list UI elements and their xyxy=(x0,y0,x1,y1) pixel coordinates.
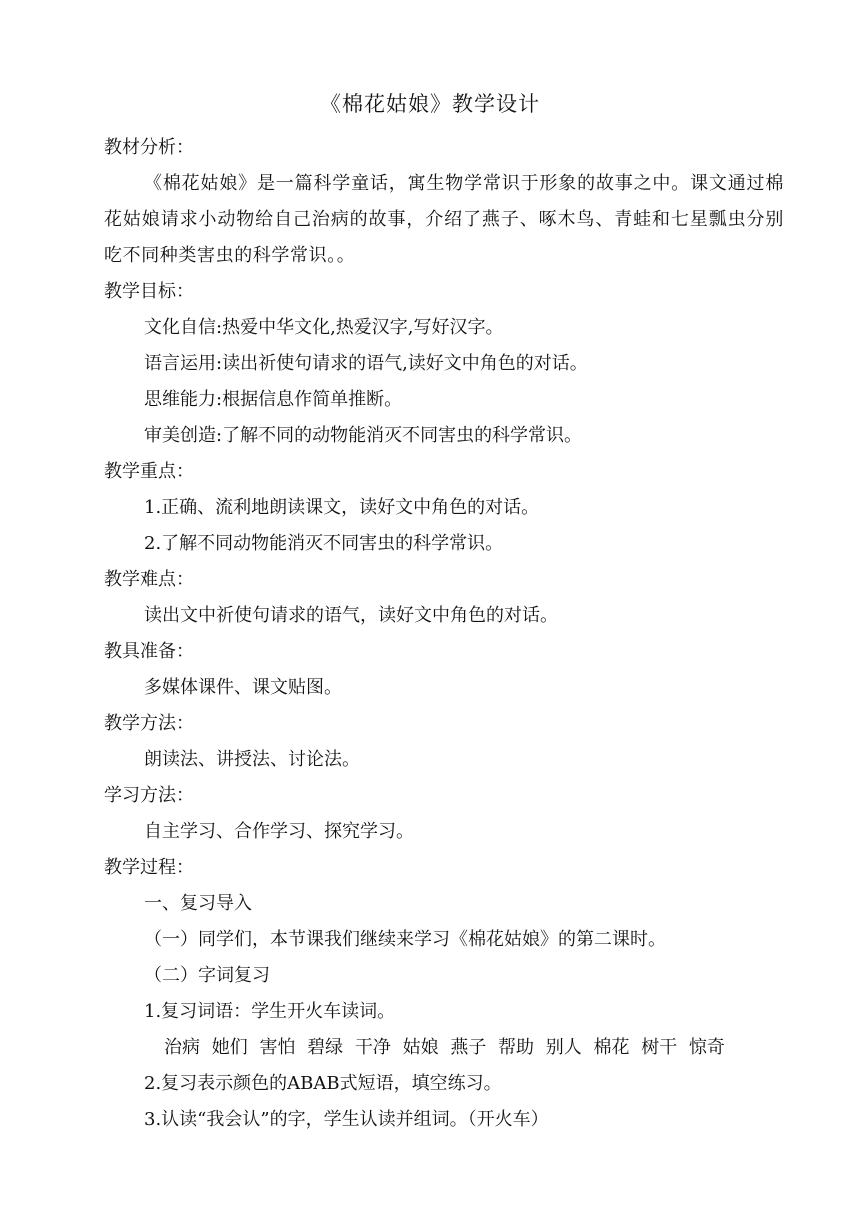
key-point-item: 1.正确、流利地朗读课文，读好文中角色的对话。 xyxy=(144,497,540,518)
goal-item: 文化自信:热爱中华文化,热爱汉字,写好汉字。 xyxy=(144,317,504,338)
section-heading-key-points: 教学重点： xyxy=(104,461,194,482)
process-item: 3.认读“我会认”的字，学生认读并组词。（开火车） xyxy=(144,1109,549,1130)
document-title: 《棉花姑娘》教学设计 xyxy=(320,92,540,116)
section-heading-difficulties: 教学难点： xyxy=(104,569,194,590)
learning-method-item: 自主学习、合作学习、探究学习。 xyxy=(144,821,414,842)
analysis-paragraph: 《棉花姑娘》是一篇科学童话，寓生物学常识于形象的故事之中。课文通过棉花姑娘请求小动物给自己治病的故事，介绍了燕子、啄木鸟、青蛙和七星瓢虫分别吃不同种类害虫的科学常识。。 xyxy=(104,173,784,266)
section-heading-analysis: 教材分析： xyxy=(104,137,194,158)
process-item: 一、复习导入 xyxy=(144,893,252,914)
process-item: （一）同学们，本节课我们继续来学习《棉花姑娘》的第二课时。 xyxy=(144,929,666,950)
material-item: 多媒体课件、课文贴图。 xyxy=(144,677,342,698)
teaching-method-item: 朗读法、讲授法、讨论法。 xyxy=(144,749,360,770)
section-heading-materials: 教具准备： xyxy=(104,641,194,662)
document-body xyxy=(104,130,784,1138)
section-heading-goals: 教学目标： xyxy=(104,281,194,302)
section-heading-teaching-methods: 教学方法： xyxy=(104,713,194,734)
difficulty-item: 读出文中祈使句请求的语气，读好文中角色的对话。 xyxy=(144,605,558,626)
goal-item: 审美创造:了解不同的动物能消灭不同害虫的科学常识。 xyxy=(144,425,583,446)
section-heading-process: 教学过程： xyxy=(104,857,194,878)
process-item: （二）字词复习 xyxy=(144,965,270,986)
process-item: 1.复习词语：学生开火车读词。 xyxy=(144,1001,396,1022)
section-heading-learning-methods: 学习方法： xyxy=(104,785,194,806)
goal-item: 语言运用:读出祈使句请求的语气,读好文中角色的对话。 xyxy=(144,353,588,374)
process-item: 2.复习表示颜色的ABAB式短语，填空练习。 xyxy=(144,1073,502,1094)
vocabulary-words: 治病 她们 害怕 碧绿 干净 姑娘 燕子 帮助 别人 棉花 树干 惊奇 xyxy=(164,1037,725,1058)
key-point-item: 2.了解不同动物能消灭不同害虫的科学常识。 xyxy=(144,533,504,554)
goal-item: 思维能力:根据信息作简单推断。 xyxy=(144,389,403,410)
